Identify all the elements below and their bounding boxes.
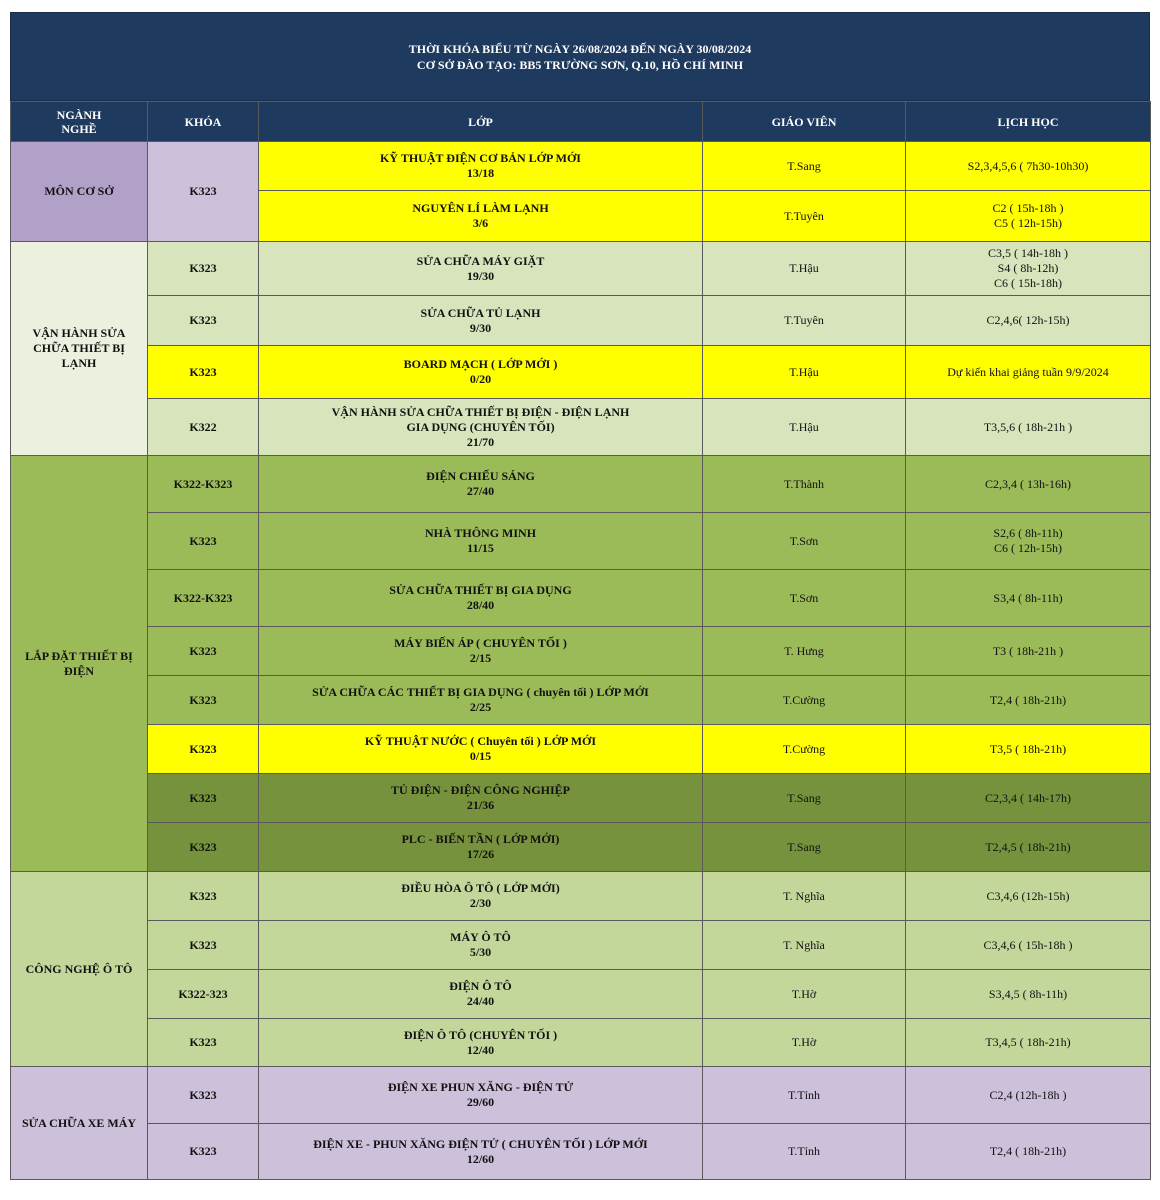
schedule-line: T3,5 ( 18h-21h) bbox=[989, 741, 1067, 756]
khoa-cell: K322-K323 bbox=[148, 570, 259, 627]
schedule-cell bbox=[906, 921, 1151, 970]
teacher-cell: T. Hưng bbox=[703, 627, 906, 676]
course-name: KỸ THUẬT NƯỚC ( Chuyên tối ) LỚP MỚI bbox=[364, 734, 597, 748]
teacher-cell: T.Sang bbox=[703, 774, 906, 823]
table-row bbox=[11, 296, 1151, 346]
schedule-table bbox=[10, 101, 1151, 1180]
course-name: KỸ THUẬT ĐIỆN CƠ BẢN LỚP MỚI bbox=[380, 151, 581, 165]
schedule-line: C6 ( 12h-15h) bbox=[994, 541, 1062, 555]
schedule-cell bbox=[906, 191, 1151, 242]
enrollment-count: 24/40 bbox=[466, 994, 495, 1008]
khoa-cell: K323 bbox=[148, 1124, 259, 1180]
schedule-cell bbox=[906, 346, 1151, 399]
course-cell bbox=[259, 191, 703, 242]
enrollment-count: 11/15 bbox=[467, 541, 494, 555]
col-header-giao-vien: GIÁO VIÊN bbox=[703, 102, 906, 142]
schedule-line: T2,4 ( 18h-21h) bbox=[989, 1144, 1067, 1158]
khoa-cell: K323 bbox=[148, 627, 259, 676]
course-name: ĐIỀU HÒA Ô TÔ ( LỚP MỚI) bbox=[401, 881, 560, 895]
table-row bbox=[11, 970, 1151, 1019]
khoa-cell: K323 bbox=[148, 142, 259, 242]
khoa-cell: K323 bbox=[148, 676, 259, 725]
course-cell bbox=[259, 823, 703, 872]
course-name: NGUYÊN LÍ LÀM LẠNH bbox=[412, 201, 549, 215]
training-location: CƠ SỞ ĐÀO TẠO: BB5 TRƯỜNG SƠN, Q.10, HỒ CHÍ MINH bbox=[416, 57, 744, 72]
table-row bbox=[11, 346, 1151, 399]
col-header-khoa: KHÓA bbox=[148, 102, 259, 142]
schedule-line: C2 ( 15h-18h ) bbox=[992, 201, 1064, 215]
teacher-cell: T.Tỉnh bbox=[703, 1124, 906, 1180]
table-row bbox=[11, 1124, 1151, 1180]
schedule-line: C2,3,4 ( 13h-16h) bbox=[985, 476, 1071, 491]
schedule-line: T3 ( 18h-21h ) bbox=[992, 643, 1064, 658]
course-name: MÁY Ô TÔ bbox=[450, 930, 511, 944]
khoa-cell: K323 bbox=[148, 921, 259, 970]
khoa-cell: K323 bbox=[148, 513, 259, 570]
teacher-cell: T.Tỉnh bbox=[703, 1067, 906, 1124]
enrollment-count: 9/30 bbox=[469, 320, 492, 335]
khoa-cell: K322-K323 bbox=[148, 456, 259, 513]
enrollment-count: 13/18 bbox=[466, 166, 495, 180]
group-van-hanh-thiet-bi-lanh: VẬN HÀNH SỬA CHỮA THIẾT BỊ LẠNH bbox=[11, 242, 148, 456]
enrollment-count: 29/60 bbox=[466, 1095, 495, 1109]
course-cell bbox=[259, 676, 703, 725]
schedule-header bbox=[10, 12, 1150, 101]
course-name: SỬA CHỮA THIẾT BỊ GIA DỤNG bbox=[389, 583, 572, 597]
course-cell bbox=[259, 456, 703, 513]
course-cell bbox=[259, 346, 703, 399]
course-name: ĐIỆN Ô TÔ bbox=[449, 979, 512, 993]
enrollment-count: 12/60 bbox=[466, 1151, 495, 1166]
schedule-line: S2,6 ( 8h-11h) bbox=[993, 526, 1063, 540]
schedule-title: THỜI KHÓA BIỂU TỪ NGÀY 26/08/2024 ĐẾN NGÀY 30/08/2024 bbox=[408, 41, 752, 56]
teacher-cell: T. Nghĩa bbox=[703, 921, 906, 970]
col-header-nganh: NGÀNH NGHỀ bbox=[11, 102, 148, 142]
course-name: ĐIỆN CHIẾU SÁNG bbox=[426, 469, 535, 483]
teacher-cell: T.Sang bbox=[703, 142, 906, 191]
course-name: SỬA CHỮA MÁY GIẶT bbox=[416, 253, 545, 268]
table-row bbox=[11, 1067, 1151, 1124]
schedule-line: C3,5 ( 14h-18h ) bbox=[988, 246, 1068, 260]
schedule-body bbox=[11, 142, 1151, 1180]
course-cell bbox=[259, 774, 703, 823]
teacher-cell: T. Nghĩa bbox=[703, 872, 906, 921]
enrollment-count: 21/70 bbox=[466, 434, 495, 449]
teacher-cell: T.Hờ bbox=[703, 970, 906, 1019]
course-cell bbox=[259, 921, 703, 970]
course-cell bbox=[259, 1019, 703, 1067]
khoa-cell: K323 bbox=[148, 1067, 259, 1124]
schedule-line: T3,5,6 ( 18h-21h ) bbox=[983, 419, 1073, 434]
course-name: TỦ ĐIỆN - ĐIỆN CÔNG NGHIỆP bbox=[390, 783, 570, 797]
schedule-line: C2,3,4 ( 14h-17h) bbox=[985, 790, 1071, 805]
table-row bbox=[11, 774, 1151, 823]
schedule-cell bbox=[906, 142, 1151, 191]
table-row bbox=[11, 399, 1151, 456]
teacher-cell: T.Hậu bbox=[703, 399, 906, 456]
khoa-cell: K323 bbox=[148, 242, 259, 296]
table-row bbox=[11, 872, 1151, 921]
schedule-line: C3,4,6 (12h-15h) bbox=[986, 888, 1070, 903]
table-row bbox=[11, 725, 1151, 774]
enrollment-count: 2/30 bbox=[469, 896, 492, 910]
schedule-cell bbox=[906, 570, 1151, 627]
khoa-cell: K323 bbox=[148, 725, 259, 774]
course-cell bbox=[259, 872, 703, 921]
enrollment-count: 2/15 bbox=[469, 651, 492, 665]
table-row bbox=[11, 142, 1151, 191]
schedule-cell bbox=[906, 725, 1151, 774]
enrollment-count: 12/40 bbox=[466, 1042, 495, 1057]
teacher-cell: T.Thành bbox=[703, 456, 906, 513]
course-name: NHÀ THÔNG MINH bbox=[424, 526, 537, 540]
enrollment-count: 19/30 bbox=[466, 268, 495, 283]
enrollment-count: 21/36 bbox=[466, 798, 495, 812]
enrollment-count: 27/40 bbox=[466, 484, 495, 498]
schedule-line: S4 ( 8h-12h) bbox=[997, 261, 1059, 275]
schedule-cell bbox=[906, 1019, 1151, 1067]
enrollment-count: 5/30 bbox=[469, 945, 492, 959]
teacher-cell: T.Sơn bbox=[703, 570, 906, 627]
course-cell bbox=[259, 513, 703, 570]
schedule-line: C2,4 (12h-18h ) bbox=[989, 1087, 1067, 1102]
group-sua-chua-xe-may: SỬA CHỮA XE MÁY bbox=[11, 1067, 148, 1180]
khoa-cell: K322-323 bbox=[148, 970, 259, 1019]
course-cell bbox=[259, 399, 703, 456]
khoa-cell: K323 bbox=[148, 296, 259, 346]
schedule-line: T2,4,5 ( 18h-21h) bbox=[985, 839, 1071, 854]
schedule-cell bbox=[906, 627, 1151, 676]
schedule-line: Dự kiến khai giảng tuần 9/9/2024 bbox=[947, 364, 1109, 379]
teacher-cell: T.Sơn bbox=[703, 513, 906, 570]
course-cell bbox=[259, 970, 703, 1019]
enrollment-count: 28/40 bbox=[466, 598, 495, 612]
teacher-cell: T.Cường bbox=[703, 725, 906, 774]
course-name: ĐIỆN XE PHUN XĂNG - ĐIỆN TỬ bbox=[387, 1080, 574, 1094]
schedule-cell bbox=[906, 456, 1151, 513]
schedule-cell bbox=[906, 823, 1151, 872]
schedule-line: S2,3,4,5,6 ( 7h30-10h30) bbox=[967, 158, 1089, 173]
schedule-line: S3,4 ( 8h-11h) bbox=[993, 590, 1063, 605]
course-cell bbox=[259, 296, 703, 346]
schedule-cell bbox=[906, 1124, 1151, 1180]
teacher-cell: T.Hờ bbox=[703, 1019, 906, 1067]
schedule-sheet bbox=[10, 12, 1150, 1180]
course-name: VẬN HÀNH SỬA CHỮA THIẾT BỊ ĐIỆN - ĐIỆN LẠNH GIA DỤNG (CHUYÊN TỐI) bbox=[331, 404, 630, 434]
schedule-line: C5 ( 12h-15h) bbox=[994, 216, 1062, 230]
table-row bbox=[11, 570, 1151, 627]
course-name: ĐIỆN Ô TÔ (CHUYÊN TỐI ) bbox=[403, 1027, 558, 1042]
schedule-cell bbox=[906, 242, 1151, 296]
course-cell bbox=[259, 570, 703, 627]
teacher-cell: T.Tuyên bbox=[703, 296, 906, 346]
group-mon-co-so: MÔN CƠ SỞ bbox=[11, 142, 148, 242]
course-cell bbox=[259, 1124, 703, 1180]
group-lap-dat-thiet-bi-dien: LẮP ĐẶT THIẾT BỊ ĐIỆN bbox=[11, 456, 148, 872]
course-cell bbox=[259, 725, 703, 774]
teacher-cell: T.Hậu bbox=[703, 346, 906, 399]
enrollment-count: 0/20 bbox=[469, 372, 492, 386]
course-cell bbox=[259, 242, 703, 296]
teacher-cell: T.Cường bbox=[703, 676, 906, 725]
course-name: SỬA CHỮA CÁC THIẾT BỊ GIA DỤNG ( chuyên tối ) LỚP MỚI bbox=[312, 685, 649, 699]
schedule-line: C3,4,6 ( 15h-18h ) bbox=[983, 937, 1073, 952]
schedule-line: S3,4,5 ( 8h-11h) bbox=[988, 986, 1068, 1001]
course-cell bbox=[259, 1067, 703, 1124]
col-header-lop: LỚP bbox=[259, 102, 703, 142]
schedule-cell bbox=[906, 1067, 1151, 1124]
course-cell bbox=[259, 142, 703, 191]
teacher-cell: T.Sang bbox=[703, 823, 906, 872]
schedule-line: C6 ( 15h-18h) bbox=[994, 276, 1062, 290]
khoa-cell: K323 bbox=[148, 774, 259, 823]
course-name: MÁY BIẾN ÁP ( CHUYÊN TỐI ) bbox=[394, 636, 567, 650]
schedule-line: T2,4 ( 18h-21h) bbox=[989, 692, 1067, 707]
course-name: SỬA CHỮA TỦ LẠNH bbox=[420, 305, 541, 320]
schedule-cell bbox=[906, 872, 1151, 921]
table-row bbox=[11, 627, 1151, 676]
table-row bbox=[11, 1019, 1151, 1067]
schedule-cell bbox=[906, 296, 1151, 346]
column-header-row bbox=[11, 102, 1151, 142]
schedule-cell bbox=[906, 513, 1151, 570]
table-row bbox=[11, 676, 1151, 725]
table-row bbox=[11, 242, 1151, 296]
group-cong-nghe-o-to: CÔNG NGHỆ Ô TÔ bbox=[11, 872, 148, 1067]
enrollment-count: 0/15 bbox=[469, 749, 492, 763]
enrollment-count: 17/26 bbox=[466, 847, 495, 861]
enrollment-count: 2/25 bbox=[469, 700, 492, 714]
table-row bbox=[11, 921, 1151, 970]
khoa-cell: K323 bbox=[148, 346, 259, 399]
teacher-cell: T.Hậu bbox=[703, 242, 906, 296]
schedule-cell bbox=[906, 970, 1151, 1019]
schedule-cell bbox=[906, 399, 1151, 456]
col-header-lich-hoc: LỊCH HỌC bbox=[906, 102, 1151, 142]
table-row bbox=[11, 823, 1151, 872]
table-row bbox=[11, 513, 1151, 570]
schedule-cell bbox=[906, 774, 1151, 823]
course-name: BOARD MẠCH ( LỚP MỚI ) bbox=[403, 357, 558, 371]
schedule-line: T3,4,5 ( 18h-21h) bbox=[985, 1035, 1071, 1049]
khoa-cell: K322 bbox=[148, 399, 259, 456]
schedule-line: C2,4,6( 12h-15h) bbox=[986, 313, 1070, 327]
teacher-cell: T.Tuyên bbox=[703, 191, 906, 242]
table-row bbox=[11, 456, 1151, 513]
enrollment-count: 3/6 bbox=[472, 216, 489, 230]
course-cell bbox=[259, 627, 703, 676]
course-name: PLC - BIẾN TẦN ( LỚP MỚI) bbox=[401, 832, 560, 846]
khoa-cell: K323 bbox=[148, 1019, 259, 1067]
khoa-cell: K323 bbox=[148, 872, 259, 921]
course-name: ĐIỆN XE - PHUN XĂNG ĐIỆN TỬ ( CHUYÊN TỐI ) LỚP MỚI bbox=[313, 1136, 648, 1151]
khoa-cell: K323 bbox=[148, 823, 259, 872]
schedule-cell bbox=[906, 676, 1151, 725]
